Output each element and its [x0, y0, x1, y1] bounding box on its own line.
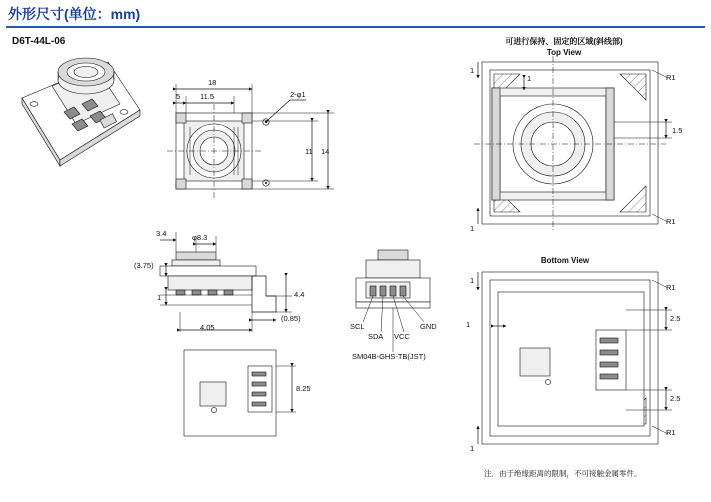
- dim-bottom-825: 8.25: [296, 384, 311, 393]
- dim-front-hole: 2-φ1: [290, 90, 306, 99]
- page-title: 外形尺寸(单位：mm): [8, 6, 141, 22]
- pin-vcc-label: VCC: [394, 332, 410, 341]
- top-view-label: Top View: [546, 48, 582, 57]
- dim-tv-1-top: 1: [527, 74, 532, 83]
- dim-side-34: 3.4: [156, 229, 167, 238]
- dim-bv-r1-br: R1: [666, 428, 676, 437]
- dim-bv-1-left: 1: [466, 320, 471, 329]
- dim-side-375: (3.75): [134, 261, 154, 270]
- dim-side-1: 1: [157, 293, 162, 302]
- top-view-drawing: [474, 56, 672, 232]
- dim-front-115: 11.5: [200, 92, 215, 101]
- top-view-note-text: 可进行保持、固定的区域(斜线部): [505, 37, 623, 46]
- connector-part-label: SM04B-GHS-TB(JST): [352, 352, 426, 361]
- dim-front-11: 11: [305, 147, 313, 156]
- dim-side-085: (0.85): [281, 314, 301, 323]
- dim-bv-1-top: 1: [470, 276, 475, 285]
- dim-tv-15: 1.5: [672, 126, 683, 135]
- footnote: 注．由于绝缘距离的限制，不可接触金属零件。: [484, 469, 642, 478]
- dim-side-405: 4.05: [200, 323, 215, 332]
- dim-bv-r1-tr: R1: [666, 283, 676, 292]
- dim-front-14: 14: [321, 147, 330, 156]
- dim-front-5: 5: [176, 92, 181, 101]
- bottom-view-label: Bottom View: [540, 256, 590, 265]
- dim-side-phi83: φ8.3: [192, 233, 208, 242]
- isometric-view: [22, 58, 140, 166]
- bottom-view-drawing: [478, 272, 672, 444]
- pin-gnd-label: GND: [420, 322, 437, 331]
- bottom-plan-view: [184, 350, 296, 436]
- pin-scl-label: SCL: [350, 322, 365, 331]
- dim-bv-1-bottom: 1: [470, 444, 475, 453]
- front-view: [167, 84, 334, 198]
- dim-front-width: 18: [208, 78, 217, 87]
- pin-sda-label: SDA: [368, 332, 384, 341]
- dim-bv-25-top: 2.5: [670, 314, 681, 323]
- side-view: [160, 232, 292, 332]
- dim-tv-1-left: 1: [470, 66, 475, 75]
- dim-tv-r1-br: R1: [666, 217, 676, 226]
- dim-tv-r1-tl: R1: [666, 73, 676, 82]
- dim-tv-1-bottom: 1: [470, 224, 475, 233]
- dim-side-44: 4.4: [294, 290, 305, 299]
- model-label: D6T-44L-06: [12, 36, 66, 47]
- dim-bv-25-bottom: 2.5: [670, 394, 681, 403]
